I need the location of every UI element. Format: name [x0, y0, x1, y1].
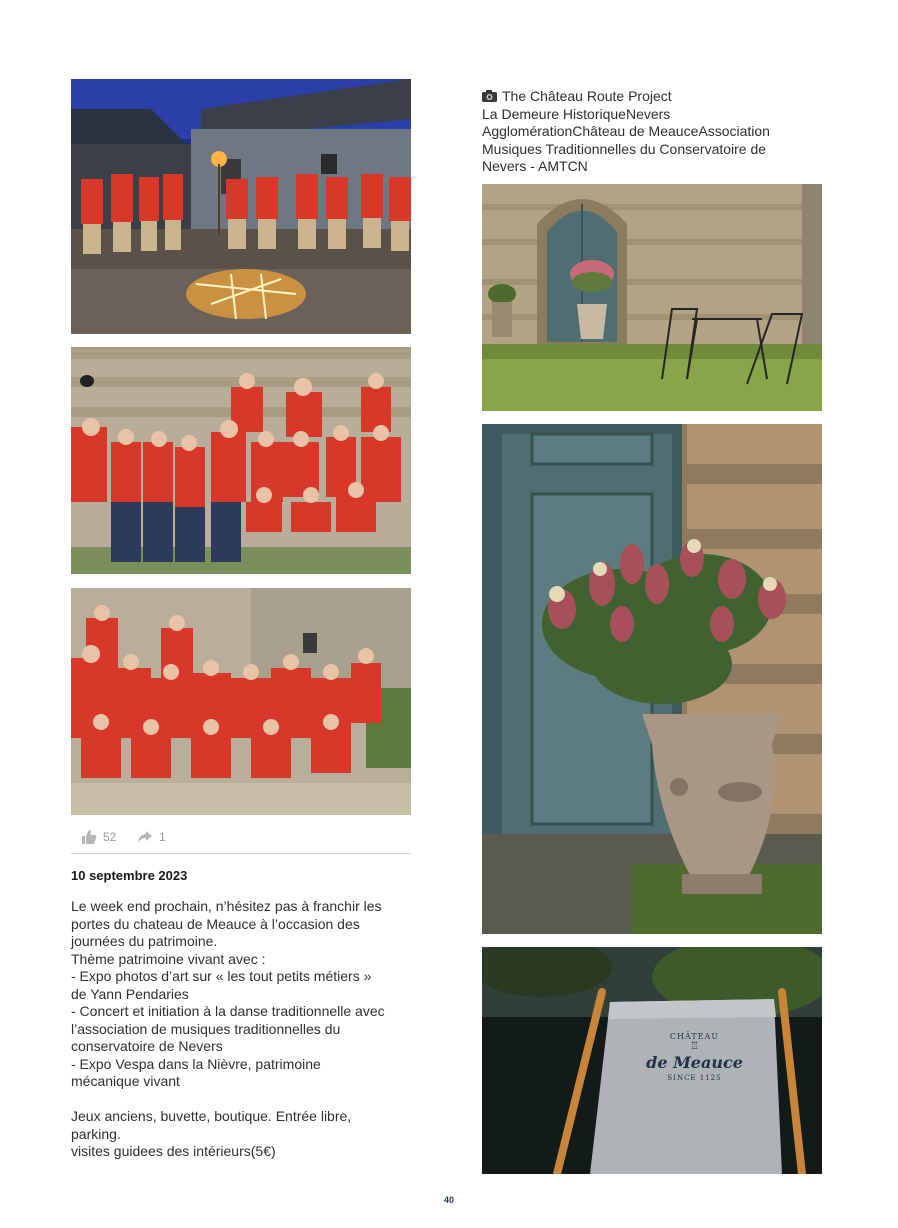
chair-print-top: CHÂTEAU	[669, 1032, 720, 1041]
post-line: de Yann Pendaries	[71, 985, 189, 1002]
post-date: 10 septembre 2023	[71, 868, 188, 883]
caption-title-line	[482, 88, 827, 106]
caption-title: The Château Route Project	[502, 88, 672, 104]
post-line: - Expo Vespa dans la Nièvre, patrimoine	[71, 1055, 321, 1072]
photo-caption	[482, 88, 827, 176]
post-line: Le week end prochain, n’hésitez pas à franchir les	[71, 898, 382, 914]
like-stat[interactable]	[81, 829, 116, 845]
post-line: - Expo photos d’art sur « les tout petits métiers »	[71, 968, 372, 984]
share-stat[interactable]	[137, 829, 166, 845]
post-line: visites guidees des intérieurs(5€)	[71, 1143, 276, 1159]
post-line: journées du patrimoine.	[71, 933, 218, 949]
crown-icon: ♖	[690, 1041, 699, 1052]
share-count: 1	[159, 830, 166, 844]
share-arrow-icon	[137, 829, 153, 845]
chair-print-name: de Meauce	[646, 1053, 743, 1072]
post-line: portes du chateau de Meauce à l’occasion des	[71, 915, 360, 932]
caption-line: AgglomérationChâteau de MeauceAssociation	[482, 123, 770, 139]
paragraph-gap	[71, 1091, 416, 1109]
post-line: Thème patrimoine vivant avec :	[71, 950, 266, 967]
post-line: - Concert et initiation à la danse traditionnelle avec	[71, 1003, 385, 1019]
caption-line: La Demeure HistoriqueNevers	[482, 105, 671, 122]
like-count: 52	[103, 830, 117, 844]
caption-line: Nevers - AMTCN	[482, 158, 588, 174]
page-number: 40	[443, 1195, 454, 1205]
post-line: Jeux anciens, buvette, boutique. Entrée libre,	[71, 1108, 352, 1124]
photo-deck-chair	[482, 947, 822, 1174]
thumbs-up-icon	[81, 829, 97, 845]
caption-line: Musiques Traditionnelles du Conservatoire de	[482, 140, 767, 157]
photo-night-ceremony	[71, 79, 411, 334]
chair-print	[602, 1032, 787, 1082]
photo-group-posing	[71, 588, 411, 815]
photo-urn-flowers	[482, 424, 822, 934]
chair-print-since: SINCE 1125	[667, 1074, 722, 1082]
post-line: parking.	[71, 1125, 121, 1142]
post-stats	[71, 826, 411, 854]
post-line: l’association de musiques traditionnelles du	[71, 1020, 341, 1037]
post-line: conservatoire de Nevers	[71, 1038, 223, 1054]
camera-icon	[482, 90, 497, 102]
photo-chateau-door	[482, 184, 822, 411]
post-line: mécanique vivant	[71, 1073, 180, 1089]
post-body	[71, 898, 416, 1161]
photo-group-cheering	[71, 347, 411, 574]
